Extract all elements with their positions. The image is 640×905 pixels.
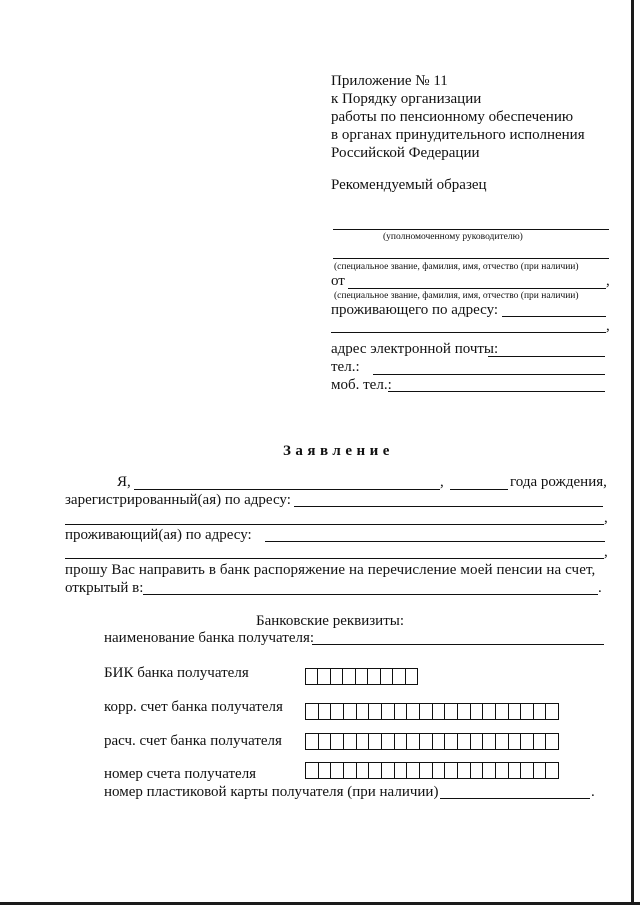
bank-title: Банковские реквизиты: xyxy=(256,613,405,629)
header-line-1: Приложение № 11 xyxy=(331,73,448,89)
page-edge-right xyxy=(631,0,634,905)
registered-comma: , xyxy=(604,510,608,526)
registered-line-2 xyxy=(65,524,604,525)
living-address-label: проживающего по адресу: xyxy=(331,302,499,318)
birth-year-line xyxy=(450,489,508,490)
bik-label: БИК банка получателя xyxy=(104,665,249,681)
bank-name-line xyxy=(312,644,604,645)
i-label: Я, xyxy=(117,474,131,490)
registered-label: зарегистрированный(ая) по адресу: xyxy=(65,492,291,508)
living-address-line-2 xyxy=(331,332,606,333)
email-line xyxy=(488,356,605,357)
header-line-2: к Порядку организации xyxy=(331,91,482,107)
request-text-2: открытый в: xyxy=(65,580,144,596)
recipient-rank-line xyxy=(333,258,609,259)
card-period: . xyxy=(591,784,595,800)
caption-rank-2: (специальное звание, фамилия, имя, отчество (при наличии) xyxy=(334,291,579,301)
card-line xyxy=(440,798,590,799)
corr-boxes xyxy=(305,703,559,720)
caption-recipient: (уполномоченному руководителю) xyxy=(383,232,523,242)
living-address-line-1 xyxy=(502,316,606,317)
bik-boxes xyxy=(305,668,418,685)
settlement-boxes xyxy=(305,733,559,750)
registered-line-1 xyxy=(294,506,603,507)
living2-label: проживающий(ая) по адресу: xyxy=(65,527,252,543)
phone-label: тел.: xyxy=(331,359,360,375)
caption-rank-1: (специальное звание, фамилия, имя, отчество (при наличии) xyxy=(334,262,579,272)
bank-name-label: наименование банка получателя: xyxy=(104,630,315,646)
fullname-comma: , xyxy=(440,474,444,490)
mobile-line xyxy=(388,391,605,392)
fullname-line xyxy=(134,489,440,490)
corr-label: корр. счет банка получателя xyxy=(104,699,283,715)
bank-opened-line xyxy=(143,594,598,595)
header-line-4: в органах принудительного исполнения xyxy=(331,127,585,143)
living2-line-1 xyxy=(265,541,605,542)
mobile-label: моб. тел.: xyxy=(331,377,392,393)
account-boxes xyxy=(305,762,559,779)
from-label: от xyxy=(331,273,345,289)
email-label: адрес электронной почты: xyxy=(331,341,499,357)
sample-label: Рекомендуемый образец xyxy=(331,177,487,193)
from-line xyxy=(348,288,606,289)
birth-label: года рождения, xyxy=(510,474,607,490)
bank-opened-period: . xyxy=(598,580,602,596)
account-label: номер счета получателя xyxy=(104,766,257,782)
recipient-name-line xyxy=(333,229,609,230)
phone-line xyxy=(373,374,605,375)
request-text-1: прошу Вас направить в банк распоряжение на перечисление моей пенсии на счет, xyxy=(65,562,596,578)
living-address-comma: , xyxy=(606,318,610,334)
application-title: Заявление xyxy=(283,443,394,459)
living2-comma: , xyxy=(604,544,608,560)
header-line-5: Российской Федерации xyxy=(331,145,480,161)
from-comma: , xyxy=(606,273,610,289)
living2-line-2 xyxy=(65,558,604,559)
header-line-3: работы по пенсионному обеспечению xyxy=(331,109,574,125)
card-label: номер пластиковой карты получателя (при наличии) xyxy=(104,784,439,800)
settlement-label: расч. счет банка получателя xyxy=(104,733,282,749)
